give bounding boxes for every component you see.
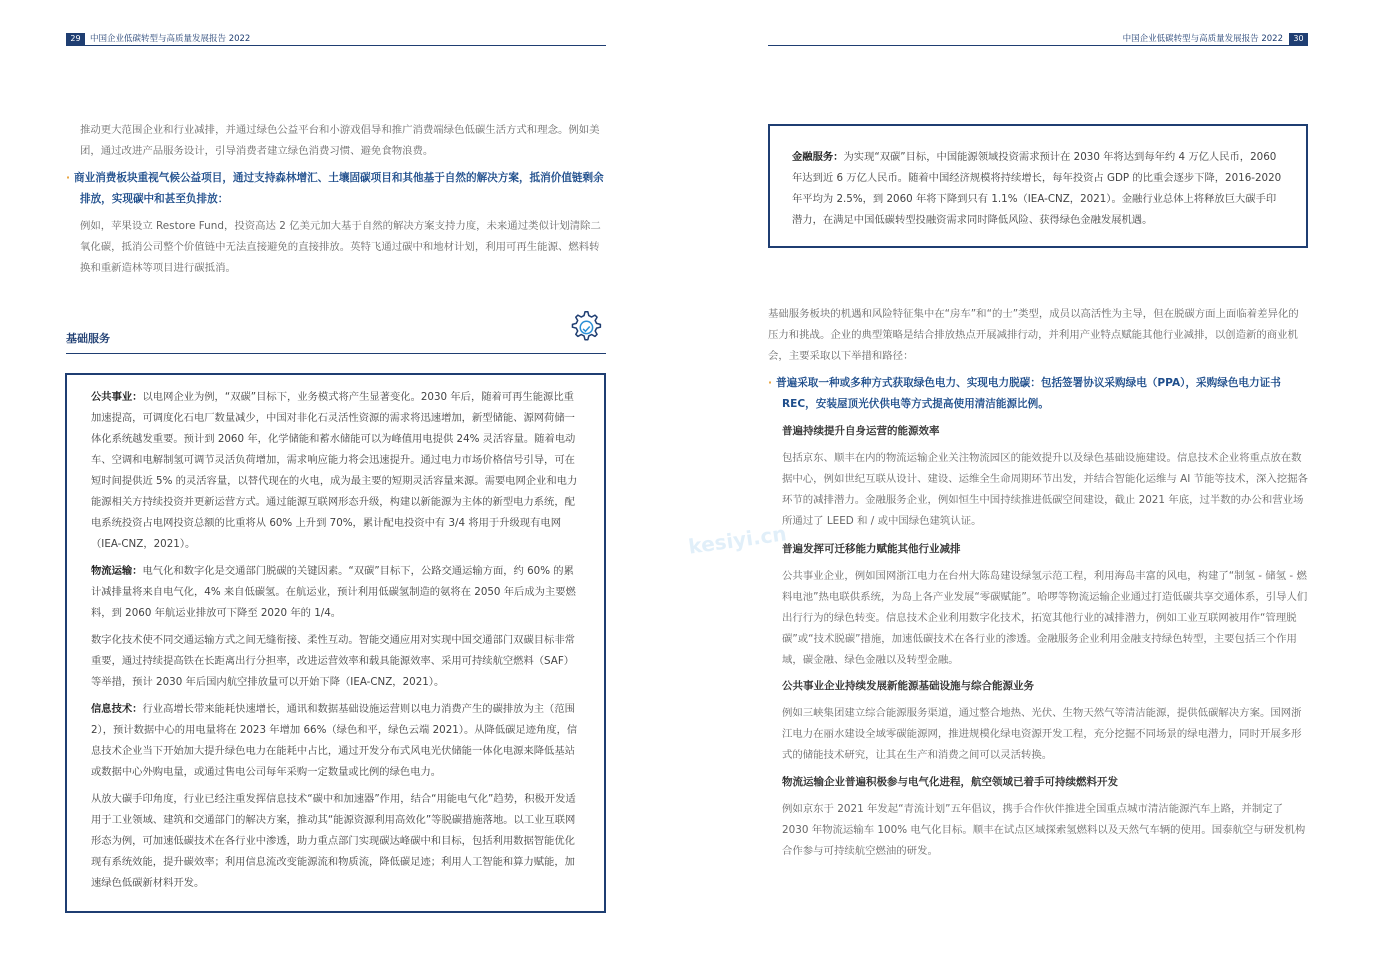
section-title: 基础服务 (66, 332, 110, 345)
header-title-right: 中国企业低碳转型与高质量发展报告 2022 (1122, 34, 1283, 44)
logistics-label: 物流运输： (91, 565, 143, 577)
empower-paragraph: 公共事业企业，例如国网浙江电力在台州大陈岛建设绿氢示范工程，利用海岛丰富的风电，构建了“制氢 - 储氢 - 燃料电池”热电联供系统，为岛上各产业发展“零碳赋能”。哈啰等物流运输企业通过打造低碳共享交通体系，引导人们出行行为的绿色转变。信息技术企业利用数字化技术，拓宽其他行业的减排潜力，例如工业互联网被用作“管理脱碳”或“技术脱碳”措施，加速低碳技术在各行业的渗透。金融服务企业利用金融支持绿色转型，主要包括三个作用域，碳金融、绿色金融以及转型金融。 (782, 570, 1308, 666)
left-bullet-text: 商业消费板块重视气候公益项目，通过支持森林增汇、土壤固碳项目和其他基于自然的解决方案，抵消价值链剩余排放，实现碳中和甚至负排放： (74, 172, 604, 205)
logistics-text: 电气化和数字化是交通部门脱碳的关键因素。“双碳”目标下，公路交通运输方面，约 60% 的累计减排量将来自电气化，4% 来自低碳氢。在航运业，预计利用低碳氢制造的氨将在 2050 年后成为主要燃料，到 2060 年航运业排放可下降至 2020 年的 1/4。 (91, 565, 576, 619)
it-label: 信息技术： (91, 703, 143, 715)
efficiency-paragraph: 包括京东、顺丰在内的物流运输企业关注物流园区的能效提升以及绿色基础设施建设。信息技术企业将重点放在数据中心，例如世纪互联从设计、建设、运维全生命周期环节出发，并结合智能化运维与 AI 节能等技术，深入挖掘各环节的减排潜力。金融服务企业，例如恒生中国持续推进低碳空间建设，截止 2021 年底，过半数的办公和营业场所通过了 LEED 和 / 或中国绿色建筑认证。 (782, 452, 1308, 527)
finance-text: 为实现“双碳”目标，中国能源领域投资需求预计在 2030 年将达到每年约 4 万亿人民币，2060 年达到近 6 万亿人民币。随着中国经济规模将持续增长，每年投资占 GDP 的比重会逐步下降，2016-2020 年平均为 2.5%，到 2060 年将下降到只有 1.1%（IEA-CNZ，2021）。金融行业总体上将释放巨大碳手印潜力，在满足中国低碳转型投融资需求同时降低风险、获得绿色金融发展机遇。 (792, 151, 1282, 226)
logistics-business-paragraph: 例如京东于 2021 年发起“青流计划”五年倡议，携手合作伙伴推进全国重点城市清洁能源汽车上路，并制定了 2030 年物流运输车 100% 电气化目标。顺丰在试点区域探索氢燃料以及天然气车辆的使用。国泰航空与研发机构合作参与可持续航空燃油的研发。 (782, 803, 1306, 857)
left-intro-paragraph: 推动更大范围企业和行业减排，并通过绿色公益平台和小游戏倡导和推广消费端绿色低碳生活方式和理念。例如美团，通过改进产品服务设计，引导消费者建立绿色消费习惯、避免食物浪费。 (80, 124, 600, 157)
left-bullet-heading (66, 168, 606, 210)
utility-business-paragraph: 例如三峡集团建立综合能源服务渠道，通过整合地热、光伏、生物天然气等清洁能源，提供低碳解决方案。国网浙江电力在丽水建设全域零碳能源网，推进规模化绿电资源开发工程，充分挖掘不同场景的绿电潜力，同时开展多形式的储能技术研究，让其在生产和消费之间可以灵活转换。 (782, 707, 1302, 761)
left-info-box (65, 373, 606, 913)
page-number-left: 29 (66, 33, 85, 45)
right-info-box (768, 124, 1308, 248)
logistics-paragraph (91, 561, 582, 624)
subheading-logistics: 物流运输企业普遍积极参与电气化进程，航空领域已着手可持续燃料开发 (782, 776, 1118, 788)
header-left (66, 33, 606, 46)
utility-label: 公共事业： (91, 391, 143, 403)
watermark: kesiyi.cn (686, 521, 788, 559)
subheading-efficiency: 普遍持续提升自身运营的能源效率 (782, 425, 940, 437)
finance-paragraph (792, 147, 1284, 231)
digital-paragraph: 数字化技术使不同交通运输方式之间无缝衔接、柔性互动。智能交通应用对实现中国交通部门双碳目标非常重要，通过持续提高铁在长距离出行分担率，改进运营效率和载具能源效率、采用可持续航空燃料（SAF）等举措，预计 2030 年后国内航空排放量可以开始下降（IEA-CNZ，2021）。 (91, 634, 575, 688)
header-title-left: 中国企业低碳转型与高质量发展报告 2022 (90, 34, 251, 44)
header-right (768, 33, 1308, 46)
utility-text: 以电网企业为例，“双碳”目标下，业务模式将产生显著变化。2030 年后，随着可再生能源比重加速提高，可调度化石电厂数量减少，中国对非化石灵活性资源的需求将迅速增加，新型储能、源网荷储一体化系统越发重要。预计到 2060 年，化学储能和蓄水储能可以为峰值用电提供 24% 灵活容量。随着电动车、空调和电解制氢可调节灵活负荷增加，需求响应能力将会迅速提升。通过电力市场价格信号引导，可在短时间提供近 5% 的灵活容量，以替代现在的火电，成为最主要的短期灵活容量来源。需要电网企业和电力能源相关方持续投资并更新运营方式。通过能源互联网形态升级，构建以新能源为主体的新型电力系统，配电系统投资占电网投资总额的比重将从 60% 上升到 70%，累计配电投资中有 3/4 将用于升级现有电网（IEA-CNZ，2021）。 (91, 391, 578, 550)
handprint-paragraph: 从放大碳手印角度，行业已经注重发挥信息技术“碳中和加速器”作用，结合“用能电气化”趋势，积极开发适用于工业领域、建筑和交通部门的解决方案，推动其“能源资源利用高效化”等脱碳措施落地。以工业互联网形态为例，可加速低碳技术在各行业中渗透，助力重点部门实现碳达峰碳中和目标，包括利用数据智能优化现有系统效能，提升碳效率；利用信息流改变能源流和物质流，降低碳足迹；利用人工智能和算力赋能，加速绿色低碳新材料开发。 (91, 793, 576, 889)
section-divider (66, 353, 606, 354)
gear-hand-icon (566, 308, 604, 346)
page-number-right: 30 (1289, 33, 1308, 45)
right-intro-paragraph: 基础服务板块的机遇和风险特征集中在“房车”和“的士”类型，成员以高活性为主导，但在脱碳方面上面临着差异化的压力和挑战。企业的典型策略是结合排放热点开展减排行动，并利用产业特点赋能其他行业减排，以创造新的商业机会，主要采取以下举措和路径： (768, 308, 1299, 362)
it-text: 行业高增长带来能耗快速增长，通讯和数据基础设施运营则以电力消费产生的碳排放为主（范围 2），预计数据中心的用电量将在 2023 年增加 66%（绿色和平，绿色云端 2021）。从降低碳足迹角度，信息技术企业当下开始加大提升绿色电力在能耗中占比，通过开发分布式风电光伏储能一体化电源来降低基站或数据中心外购电量，或通过售电公司每年采购一定数量或比例的绿色电力。 (91, 703, 578, 778)
finance-label: 金融服务： (792, 151, 844, 163)
right-bullet-heading (768, 373, 1308, 415)
utility-paragraph (91, 387, 582, 555)
subheading-empower: 普遍发挥可迁移能力赋能其他行业减排 (782, 543, 961, 555)
bullet-dot-icon: · (66, 172, 71, 184)
right-bullet-text: 普遍采取一种或多种方式获取绿色电力、实现电力脱碳：包括签署协议采购绿电（PPA），采购绿色电力证书 REC，安装屋顶光伏供电等方式提高使用清洁能源比例。 (776, 377, 1281, 410)
bullet-dot-icon: · (768, 377, 773, 389)
subheading-utility: 公共事业企业持续发展新能源基础设施与综合能源业务 (782, 680, 1034, 692)
left-apple-paragraph: 例如，苹果设立 Restore Fund，投资高达 2 亿美元加大基于自然的解决方案支持力度，未来通过类似计划清除二氧化碳，抵消公司整个价值链中无法直接避免的直接排放。英特飞通过碳中和地材计划，利用可再生能源、燃料转换和重新造林等项目进行碳抵消。 (80, 220, 601, 274)
it-paragraph (91, 699, 582, 783)
